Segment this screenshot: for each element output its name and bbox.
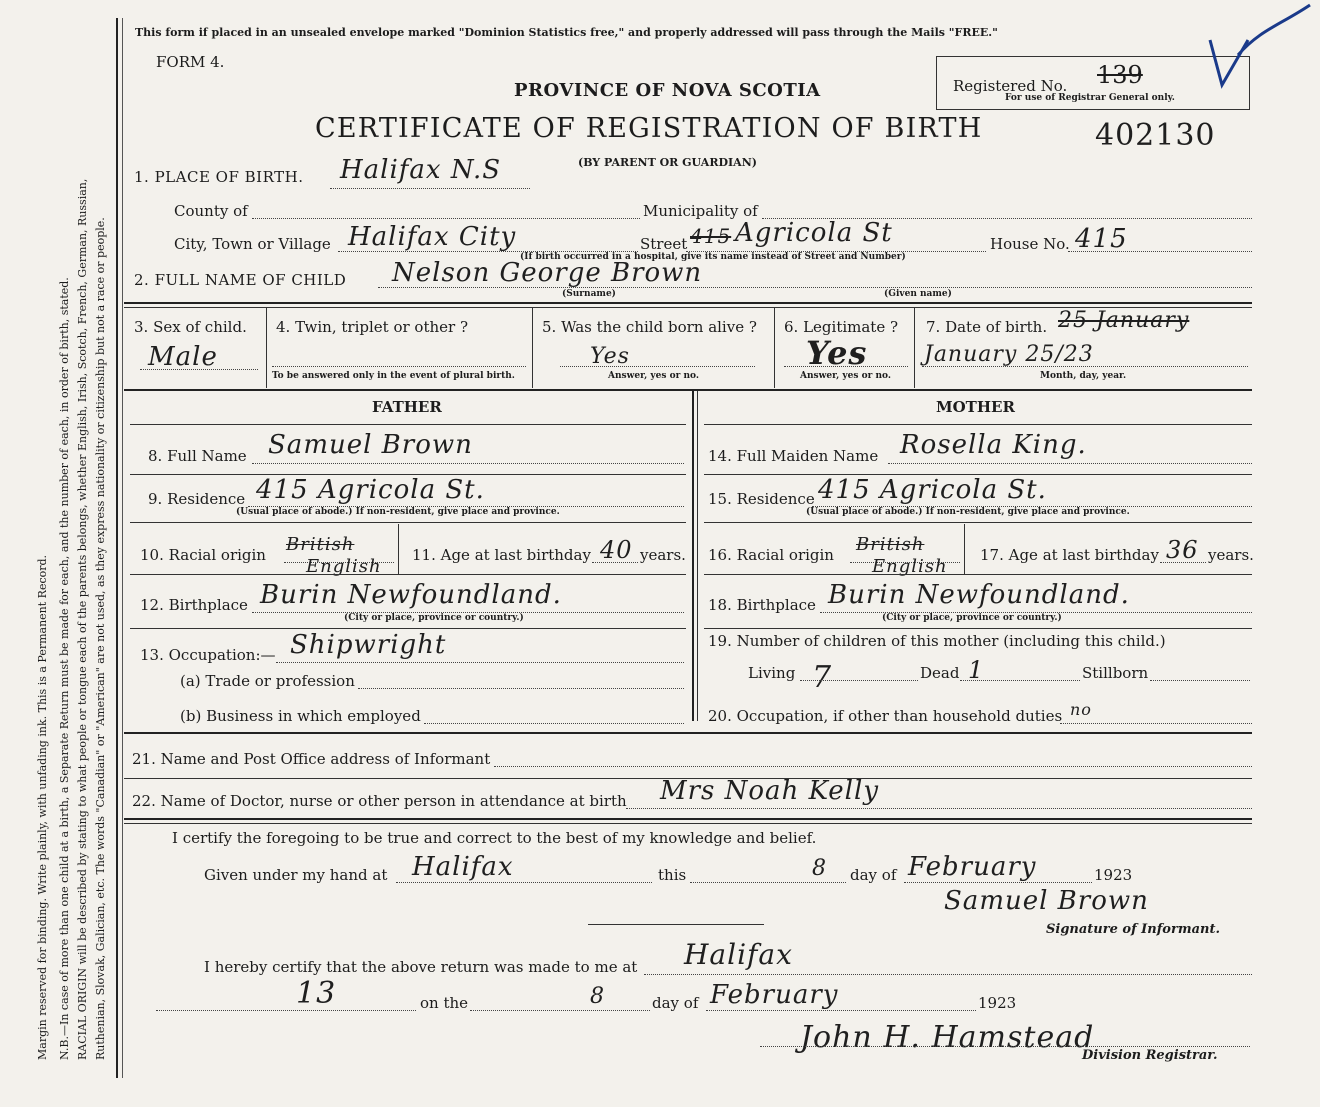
father-racial-struck: British (286, 534, 355, 555)
living-label: Living (748, 664, 796, 682)
sex-label: 3. Sex of child. (134, 318, 247, 336)
dob-struck: 25 January (1058, 308, 1190, 333)
registrar-on-the-label: on the (420, 994, 469, 1012)
margin-note-racial-1: RACIAL ORIGIN will be described by stating to what people or tongue each of the parents belongs, whether English, Irish, Scotch, French, German, Russian, (76, 178, 89, 1060)
stillborn-label: Stillborn (1082, 664, 1149, 682)
dob-value: January 25/23 (924, 342, 1094, 367)
mother-age-label: 17. Age at last birthday (980, 546, 1159, 564)
legitimate-value: Yes (806, 334, 868, 372)
sex-value: Male (148, 342, 218, 372)
certification-statement: I certify the foregoing to be true and correct to the best of my knowledge and belief. (172, 829, 817, 847)
left-border (116, 18, 118, 1078)
child-name-label: 2. FULL NAME OF CHILD (134, 271, 347, 289)
registration-number: 402130 (1095, 118, 1216, 153)
father-age-value: 40 (600, 536, 633, 564)
house-value: 415 (1075, 224, 1128, 254)
city-label: City, Town or Village (174, 235, 331, 253)
mother-residence-note: (Usual place of abode.) If non-resident, give place and province. (806, 507, 1130, 517)
father-racial-value: English (306, 556, 382, 577)
mother-children-label: 19. Number of children of this mother (including this child.) (708, 632, 1166, 650)
given-name-note: (Given name) (884, 289, 952, 299)
margin-note-racial-2: Ruthenian, Slovak, Galician, etc. The words "Canadian" or "American" are not used, as they express nationality or citizenship but not a race or people. (94, 217, 107, 1060)
registrar-year-value: 1923 (978, 994, 1017, 1012)
father-birthplace-note: (City or place, province or country.) (344, 613, 524, 623)
doctor-label: 22. Name of Doctor, nurse or other person in attendance at birth (132, 792, 627, 810)
father-heading: FATHER (372, 398, 442, 416)
registered-label: Registered No. (953, 77, 1068, 95)
father-age-label: 11. Age at last birthday (412, 546, 591, 564)
province-heading: PROVINCE OF NOVA SCOTIA (514, 80, 821, 101)
margin-note-nb: N.B.—In case of more than one child at a birth, a Separate Return must be made for each, and the number of each, in order of birth, stated. (58, 277, 71, 1060)
mother-birthplace-label: 18. Birthplace (708, 596, 816, 614)
street-value: Agricola St (735, 218, 893, 248)
margin-note-binding: Margin reserved for binding. Write plainly, with unfading ink. This is a Permanent Record. (36, 554, 49, 1060)
dob-note: Month, day, year. (1040, 371, 1127, 381)
dead-value: 1 (968, 656, 985, 684)
legitimate-label: 6. Legitimate ? (784, 318, 899, 336)
mother-residence-label: 15. Residence (708, 490, 815, 508)
given-place-value: Halifax (412, 852, 514, 882)
given-under-label: Given under my hand at (204, 866, 388, 884)
place-of-birth-value: Halifax N.S (340, 155, 502, 185)
father-trade-label: (a) Trade or profession (180, 672, 355, 690)
mother-birthplace-value: Burin Newfoundland. (828, 580, 1130, 610)
municipality-label: Municipality of (643, 202, 758, 220)
registrar-day-label: day of (652, 994, 699, 1012)
mother-occupation-label: 20. Occupation, if other than household duties (708, 707, 1063, 725)
dead-label: Dead (920, 664, 960, 682)
place-of-birth-label: 1. PLACE OF BIRTH. (134, 168, 304, 186)
mother-age-unit: years. (1208, 546, 1254, 564)
father-name-label: 8. Full Name (148, 447, 247, 465)
county-label: County of (174, 202, 248, 220)
registrar-statement: I hereby certify that the above return was made to me at (204, 958, 638, 976)
given-day-value: 8 (812, 856, 827, 881)
child-name-value: Nelson George Brown (392, 258, 703, 288)
given-year-value: 1923 (1094, 866, 1133, 884)
surname-note: (Surname) (562, 289, 616, 299)
twin-label: 4. Twin, triplet or other ? (276, 318, 468, 336)
registrar-month-value: February (710, 980, 839, 1010)
mother-name-value: Rosella King. (900, 430, 1087, 460)
father-residence-label: 9. Residence (148, 490, 246, 508)
living-value: 7 (812, 660, 833, 695)
certificate-subtitle: (BY PARENT OR GUARDIAN) (578, 156, 757, 169)
mother-residence-value: 415 Agricola St. (818, 475, 1047, 505)
mother-age-value: 36 (1166, 536, 1199, 564)
informant-signature: Samuel Brown (944, 886, 1149, 916)
father-occupation-label: 13. Occupation:— (140, 646, 276, 664)
informant-label: 21. Name and Post Office address of Informant (132, 750, 491, 768)
father-business-label: (b) Business in which employed (180, 707, 421, 725)
form-number: FORM 4. (156, 53, 225, 71)
certificate-title: CERTIFICATE OF REGISTRATION OF BIRTH (315, 113, 983, 144)
father-age-unit: years. (640, 546, 686, 564)
given-day-label: day of (850, 866, 897, 884)
alive-note: Answer, yes or no. (608, 371, 699, 381)
father-residence-note: (Usual place of abode.) If non-resident, give place and province. (236, 507, 560, 517)
registrar-place-value: Halifax (684, 938, 793, 971)
legitimate-note: Answer, yes or no. (800, 371, 891, 381)
street-number-struck: 415 (690, 224, 732, 248)
given-this-label: this (658, 866, 687, 884)
doctor-value: Mrs Noah Kelly (660, 776, 880, 806)
mother-name-label: 14. Full Maiden Name (708, 447, 879, 465)
mother-racial-struck: British (856, 534, 925, 555)
father-residence-value: 415 Agricola St. (256, 475, 485, 505)
mother-birthplace-note: (City or place, province or country.) (882, 613, 1062, 623)
registrar-signature-label: Division Registrar. (1082, 1048, 1218, 1063)
hospital-note: (If birth occurred in a hospital, give its name instead of Street and Number) (520, 252, 906, 262)
mother-racial-label: 16. Racial origin (708, 546, 834, 564)
city-value: Halifax City (348, 222, 517, 252)
mother-racial-value: English (872, 556, 948, 577)
father-racial-label: 10. Racial origin (140, 546, 266, 564)
registrar-signature: John H. Hamstead (800, 1020, 1095, 1055)
given-month-value: February (908, 852, 1037, 882)
father-occupation-value: Shipwright (290, 630, 447, 660)
father-birthplace-label: 12. Birthplace (140, 596, 248, 614)
father-name-value: Samuel Brown (268, 430, 473, 460)
left-border-inner (122, 18, 123, 1078)
alive-value: Yes (590, 344, 630, 369)
registered-number-struck: 139 (1097, 61, 1143, 89)
street-label: Street (640, 235, 688, 253)
mother-heading: MOTHER (936, 398, 1015, 416)
mother-occupation-value: no (1070, 700, 1092, 719)
registered-note: For use of Registrar General only. (1005, 93, 1175, 103)
dob-label: 7. Date of birth. (926, 318, 1048, 336)
checkmark-icon (1200, 0, 1320, 100)
informant-signature-label: Signature of Informant. (1046, 922, 1220, 937)
house-label: House No. (990, 235, 1070, 253)
alive-label: 5. Was the child born alive ? (542, 318, 757, 336)
father-birthplace-value: Burin Newfoundland. (260, 580, 562, 610)
postal-notice: This form if placed in an unsealed envelope marked "Dominion Statistics free," and properly addressed will pass through the Mails "FREE." (135, 26, 998, 39)
twin-note: To be answered only in the event of plural birth. (272, 371, 515, 381)
registrar-day-value: 8 (590, 984, 605, 1009)
division-number: 13 (296, 976, 337, 1011)
